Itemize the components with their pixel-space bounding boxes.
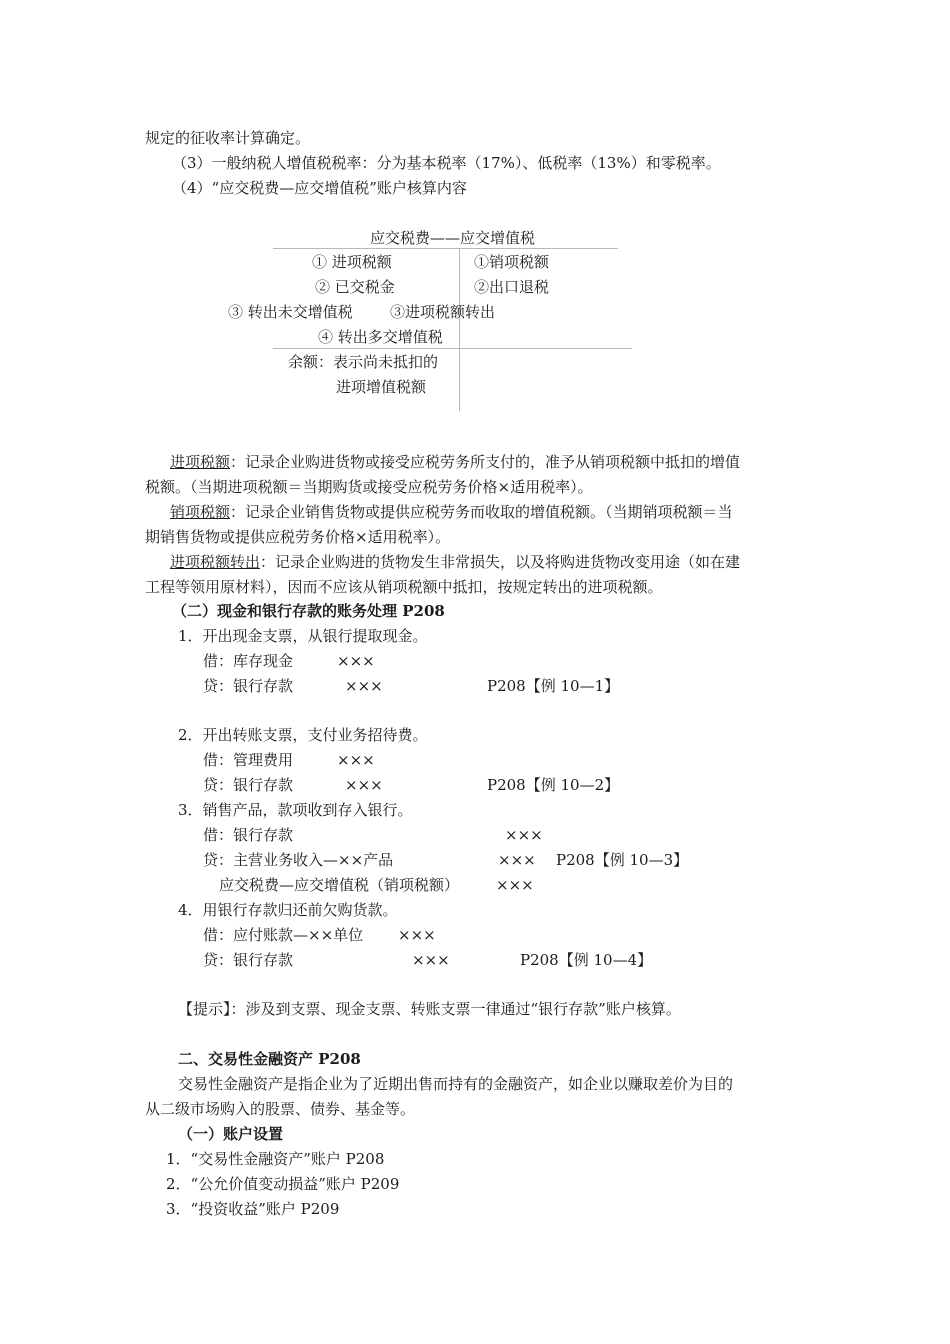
balance-text: 余额：表示尚未抵扣的 [288,353,439,371]
example-reference: P208【例 10—1】 [487,677,620,695]
definition-output-tax [170,502,733,522]
entry-amount: ××× [496,876,534,894]
credit-item: ①销项税额 [474,253,550,271]
definition-text: 期销售货物或提供应税劳务价格×适用税率）。 [145,528,451,546]
term-output-tax: 销项税额 [170,503,231,521]
vat-rate-line: （3）一般纳税人增值税税率：分为基本税率（17%）、低税率（13%）和零税率。 [172,154,721,172]
entry-title: 2．开出转账支票，支付业务招待费。 [178,726,428,744]
debit-item: ① 进项税额 [312,253,392,271]
entry-credit: 应交税费—应交增值税（销项税额） [219,876,460,894]
entry-credit: 贷：主营业务收入—××产品 [203,851,394,869]
definition-input-tax [170,452,740,472]
account-content-line: （4）“应交税费—应交增值税”账户核算内容 [172,179,467,197]
list-item: 2．“公允价值变动损益”账户 P209 [166,1175,400,1193]
definition-text: ：记录企业购进货物或接受应税劳务所支付的，准予从销项税额中抵扣的增值 [230,453,741,471]
entry-credit: 贷：银行存款 [203,776,294,794]
sub-heading: （一）账户设置 [178,1125,284,1143]
entry-amount: ××× [337,652,375,670]
entry-debit: 借：银行存款 [203,826,294,844]
term-input-tax: 进项税额 [170,453,231,471]
section-heading: 二、交易性金融资产 P208 [178,1050,361,1068]
definition-text: ：记录企业购进的货物发生非常损失，以及将购进货物改变用途（如在建 [260,553,741,571]
example-reference: P208【例 10—3】 [556,851,689,869]
example-reference: P208【例 10—2】 [487,776,620,794]
t-account-divider [459,249,460,411]
t-account-balance-line [273,348,632,349]
debit-item: ③ 转出未交增值税 [228,303,353,321]
intro-line: 规定的征收率计算确定。 [145,129,311,147]
t-account-top-line [273,248,618,249]
term-tax-transfer: 进项税额转出 [170,553,261,571]
entry-credit: 贷：银行存款 [203,951,294,969]
entry-debit: 借：应付账款—××单位 [203,926,364,944]
entry-amount: ××× [337,751,375,769]
paragraph-text: 交易性金融资产是指企业为了近期出售而持有的金融资产，如企业以赚取差价为目的 [178,1075,734,1093]
section-heading: （二）现金和银行存款的账务处理 P208 [172,602,445,620]
credit-item: ②出口退税 [474,278,550,296]
entry-amount: ××× [505,826,543,844]
entry-debit: 借：库存现金 [203,652,294,670]
definition-tax-transfer [170,552,740,572]
tip-note: 【提示】：涉及到支票、现金支票、转账支票一律通过“银行存款”账户核算。 [178,1000,681,1018]
example-reference: P208【例 10—4】 [520,951,653,969]
credit-item: ③进项税额转出 [390,303,496,321]
balance-text: 进项增值税额 [336,378,427,396]
entry-amount: ××× [498,851,536,869]
entry-title: 1．开出现金支票，从银行提取现金。 [178,627,428,645]
entry-credit: 贷：银行存款 [203,677,294,695]
paragraph-text: 从二级市场购入的股票、债券、基金等。 [145,1100,416,1118]
entry-amount: ××× [345,677,383,695]
debit-item: ④ 转出多交增值税 [318,328,443,346]
entry-amount: ××× [412,951,450,969]
definition-text: ：记录企业销售货物或提供应税劳务而收取的增值税额。（当期销项税额＝当 [230,503,733,521]
entry-title: 4．用银行存款归还前欠购货款。 [178,901,398,919]
entry-debit: 借：管理费用 [203,751,294,769]
list-item: 3．“投资收益”账户 P209 [166,1200,340,1218]
t-account-title: 应交税费——应交增值税 [370,229,536,247]
entry-title: 3．销售产品，款项收到存入银行。 [178,801,413,819]
definition-text: 税额。（当期进项税额＝当期购货或接受应税劳务价格×适用税率）。 [145,478,593,496]
debit-item: ② 已交税金 [315,278,395,296]
entry-amount: ××× [398,926,436,944]
list-item: 1．“交易性金融资产”账户 P208 [166,1150,385,1168]
entry-amount: ××× [345,776,383,794]
definition-text: 工程等领用原材料），因而不应该从销项税额中抵扣，按规定转出的进项税额。 [145,578,663,596]
